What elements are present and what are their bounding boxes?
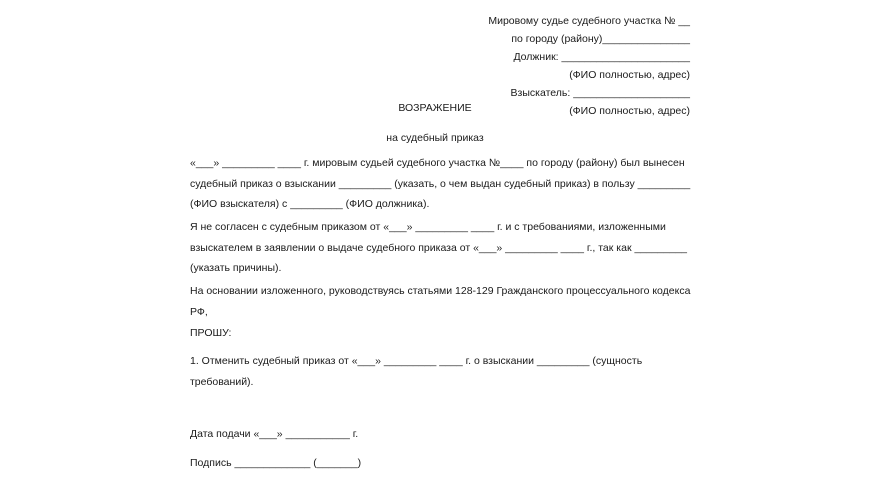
request-item-1 xyxy=(190,351,700,392)
document-title: ВОЗРАЖЕНИЕ xyxy=(398,102,472,114)
submission-date xyxy=(190,424,700,445)
header-city-line: по городу (району)_______________ xyxy=(511,33,690,45)
submission-date-text: Дата подачи «___» ___________ г. xyxy=(190,428,359,440)
paragraph-basis-text: На основании изложенного, руководствуясь статьями 128-129 Гражданского процессуального кодекса РФ, xyxy=(190,285,691,318)
request-heading xyxy=(190,323,700,344)
paragraph-basis xyxy=(190,281,700,322)
header-court-line: Мировому судье судебного участка № __ xyxy=(488,15,690,27)
document-subtitle: на судебный приказ xyxy=(386,132,484,144)
header-debtor-note: (ФИО полностью, адрес) xyxy=(569,69,690,81)
header-creditor-line: Взыскатель: ____________________ xyxy=(510,87,690,99)
signature-line xyxy=(190,453,700,474)
signature-line-text: Подпись _____________ (_______) xyxy=(190,457,362,469)
paragraph-disagree-text: Я не согласен с судебным приказом от «___» _________ ____ г. и с требованиями, изложенными взыскателем в заявлении о выдаче судебного приказа от «___» _________ ____ г., так как _________ (указать причины). xyxy=(190,221,688,274)
header-creditor-note: (ФИО полностью, адрес) xyxy=(569,105,690,117)
header-debtor-line: Должник: ______________________ xyxy=(513,51,690,63)
request-item-1-text: 1. Отменить судебный приказ от «___» _________ ____ г. о взыскании _________ (сущность требований). xyxy=(190,355,643,388)
request-heading-text: ПРОШУ: xyxy=(190,327,232,339)
paragraph-intro-text: «___» _________ ____ г. мировым судьей судебного участка №____ по городу (району) был вынесен судебный приказ о взыскании _________ (указать, о чем выдан судебный приказ) в пользу _________ (ФИО взыскателя) с _________ (ФИО должника). xyxy=(190,157,691,210)
paragraph-intro xyxy=(190,153,700,215)
paragraph-disagree xyxy=(190,217,700,279)
